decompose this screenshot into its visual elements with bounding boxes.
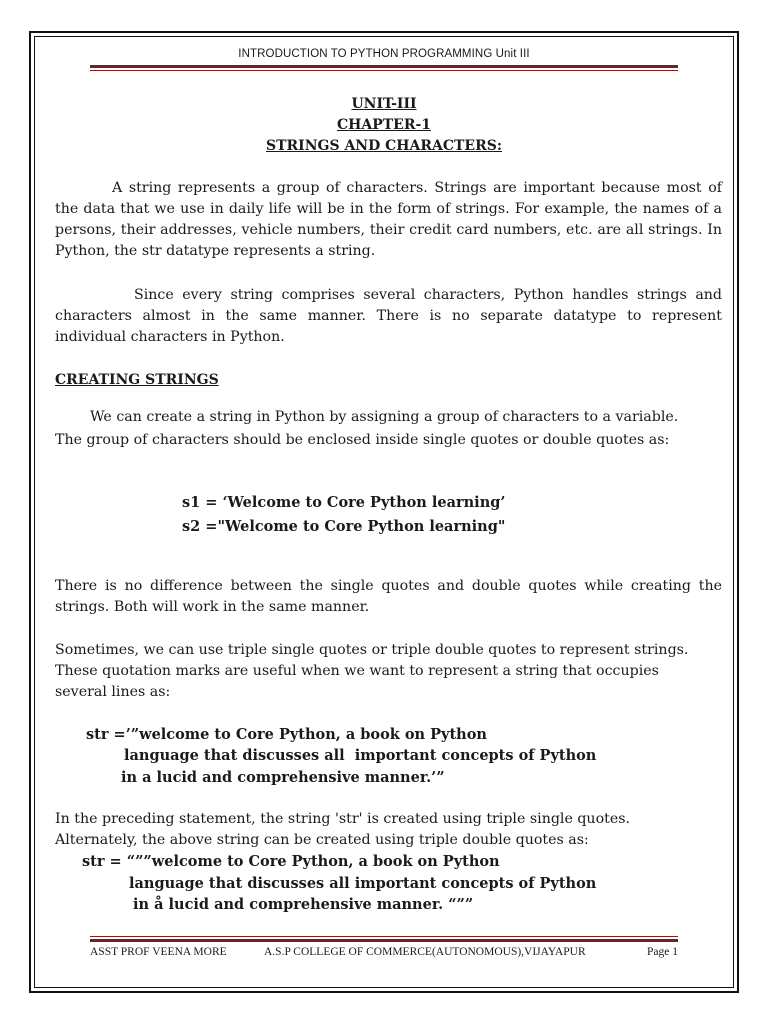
footer-rule: [90, 936, 678, 942]
triple-line-1: Sometimes, we can use triple single quotes or triple double quotes to represent strings.: [55, 642, 689, 658]
code3-line-1: str = “””welcome to Core Python, a book on Python: [82, 853, 500, 870]
quotes-paragraph: There is no difference between the single quotes and double quotes while creating the strings. Both will work in the same manner.: [55, 578, 722, 615]
triple-line-2: These quotation marks are useful when we want to represent a string that occupies: [55, 663, 659, 679]
footer-author: ASST PROF VEENA MORE: [90, 946, 227, 958]
section-title: CREATING STRINGS: [55, 372, 219, 388]
header-rule: [90, 65, 678, 71]
code2-line-2: language that discusses all important concepts of Python: [124, 747, 597, 764]
triple-line-3: several lines as:: [55, 684, 171, 700]
create-line-2: The group of characters should be enclosed inside single quotes or double quotes as:: [55, 432, 670, 448]
intro-paragraph: A string represents a group of characters. Strings are important because most of the data that we use in daily life will be in the form of strings. For example, the names of a persons, their addresses, vehicle numbers, their credit card numbers, etc. are all strings. In Python, the str datatype represents a string.: [55, 180, 722, 259]
chapter-headings: [0, 94, 768, 157]
code2-line-1: str =’”welcome to Core Python, a book on Python: [86, 726, 487, 743]
preceding-line-2: Alternately, the above string can be created using triple double quotes as:: [55, 832, 589, 848]
preceding-line-1: In the preceding statement, the string 'str' is created using triple single quotes.: [55, 811, 631, 827]
page-header: INTRODUCTION TO PYTHON PROGRAMMING Unit III: [238, 48, 530, 60]
code2-line-3: in a lucid and comprehensive manner.’”: [121, 769, 445, 786]
chapter-heading: CHAPTER-1: [336, 117, 432, 133]
code-s2: s2 ="Welcome to Core Python learning": [182, 518, 506, 535]
topic-heading: STRINGS AND CHARACTERS:: [266, 138, 502, 154]
code3-line-3: in å lucid and comprehensive manner. “””: [133, 896, 474, 913]
code3-line-2: language that discusses all important concepts of Python: [129, 875, 597, 892]
code-s1: s1 = ‘Welcome to Core Python learning’: [182, 494, 506, 511]
footer-college: A.S.P COLLEGE OF COMMERCE(AUTONOMOUS),VIJAYAPUR: [264, 946, 586, 958]
second-paragraph: Since every string comprises several characters, Python handles strings and characters almost in the same manner. There is no separate datatype to represent individual characters in Python.: [55, 287, 722, 345]
unit-heading: UNIT-III: [351, 96, 417, 112]
footer-page-number: Page 1: [647, 946, 678, 958]
create-line-1: We can create a string in Python by assigning a group of characters to a variable.: [90, 409, 679, 425]
